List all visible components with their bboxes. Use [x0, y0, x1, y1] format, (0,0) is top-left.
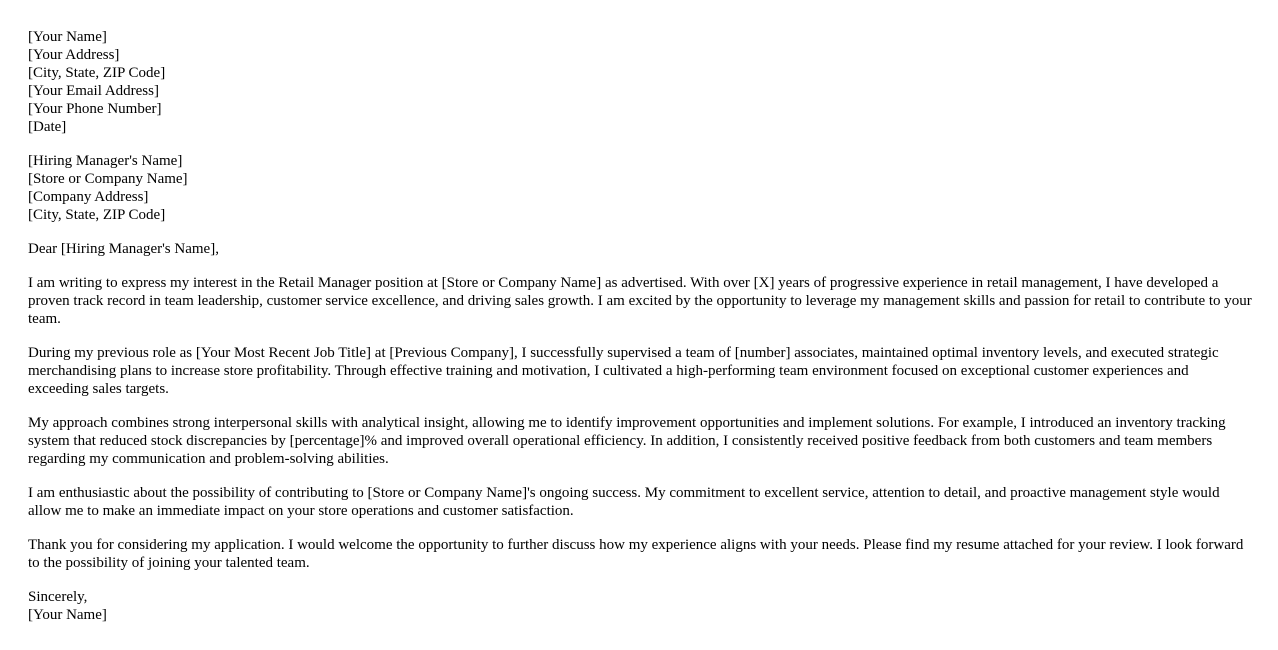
recipient-block [28, 152, 1253, 224]
body-paragraph-intro: I am writing to express my interest in the Retail Manager position at [Store or Company Name] as advertised. With over [X] years of progressive experience in retail management, I have developed a proven track record in team leadership, customer service excellence, and driving sales growth. I am excited by the opportunity to leverage my management skills and passion for retail to contribute to your team. [28, 275, 1252, 327]
sender-city-state-zip: [City, State, ZIP Code] [28, 65, 166, 81]
body-paragraph-enthusiasm: I am enthusiastic about the possibility of contributing to [Store or Company Name]'s ongoing success. My commitment to excellent service, attention to detail, and proactive management style would allow me to make an immediate impact on your store operations and customer satisfaction. [28, 485, 1220, 519]
sender-email: [Your Email Address] [28, 83, 159, 99]
salutation: Dear [Hiring Manager's Name], [28, 241, 219, 257]
sender-block [28, 28, 1253, 136]
sender-phone: [Your Phone Number] [28, 101, 162, 117]
letter-date: [Date] [28, 119, 67, 135]
sender-name: [Your Name] [28, 29, 107, 45]
signature-name: [Your Name] [28, 607, 107, 623]
recipient-city-state-zip: [City, State, ZIP Code] [28, 207, 166, 223]
recipient-company: [Store or Company Name] [28, 171, 188, 187]
body-paragraph-experience: During my previous role as [Your Most Recent Job Title] at [Previous Company], I successfully supervised a team of [number] associates, maintained optimal inventory levels, and executed strategic merchandising plans to increase store profitability. Through effective training and motivation, I cultivated a high-performing team environment focused on exceptional customer experiences and exceeding sales targets. [28, 345, 1219, 397]
valediction: Sincerely, [28, 589, 88, 605]
recipient-name: [Hiring Manager's Name] [28, 153, 183, 169]
cover-letter [28, 28, 1253, 640]
body-paragraph-approach: My approach combines strong interpersonal skills with analytical insight, allowing me to identify improvement opportunities and implement solutions. For example, I introduced an inventory tracking system that reduced stock discrepancies by [percentage]% and improved overall operational efficiency. In addition, I consistently received positive feedback from both customers and team members regarding my communication and problem-solving abilities. [28, 415, 1226, 467]
recipient-address: [Company Address] [28, 189, 149, 205]
body-paragraph-thanks: Thank you for considering my application. I would welcome the opportunity to further discuss how my experience aligns with your needs. Please find my resume attached for your review. I look forward to the possibility of joining your talented team. [28, 537, 1244, 571]
closing-block [28, 588, 1253, 624]
sender-address: [Your Address] [28, 47, 120, 63]
